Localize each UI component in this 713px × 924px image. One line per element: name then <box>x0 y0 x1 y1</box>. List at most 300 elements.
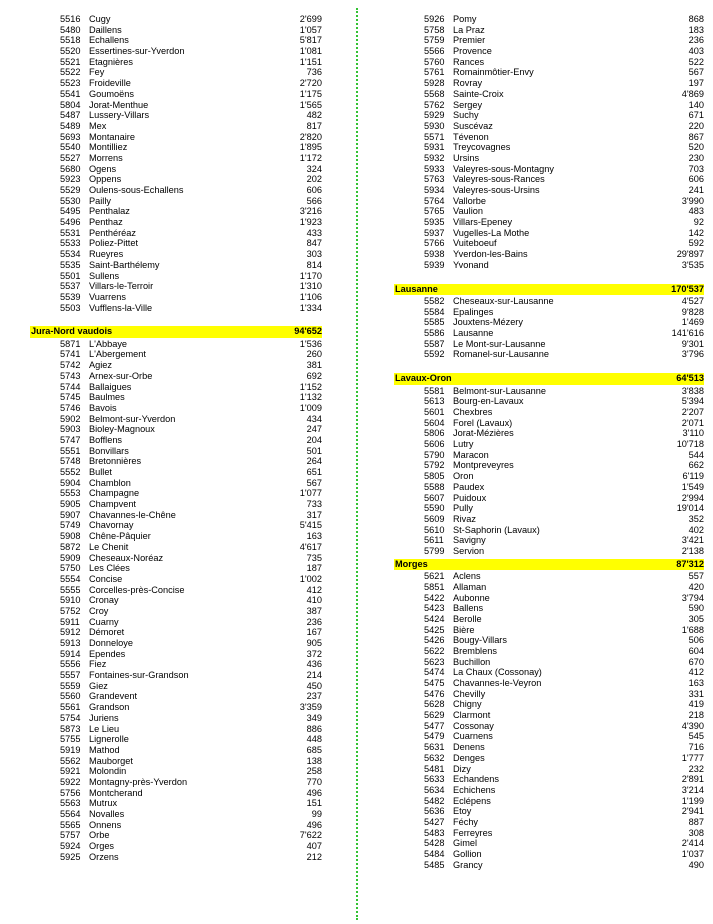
commune-name: L'Abergement <box>89 349 146 360</box>
commune-number: 5571 <box>424 131 445 142</box>
commune-row <box>394 418 704 429</box>
commune-number: 5561 <box>60 702 81 713</box>
commune-number: 5622 <box>424 645 445 656</box>
commune-population: 482 <box>306 110 322 121</box>
commune-row <box>394 525 704 536</box>
commune-name: Champagne <box>89 488 140 499</box>
commune-name: Le Chenit <box>89 541 129 552</box>
commune-row <box>394 164 704 175</box>
commune-name: Grancy <box>453 859 483 870</box>
commune-name: Agiez <box>89 360 112 371</box>
commune-row <box>394 764 704 775</box>
district-header <box>394 284 704 296</box>
commune-population: 662 <box>688 460 704 471</box>
commune-number: 5540 <box>60 142 81 153</box>
commune-name: Vallorbe <box>453 195 487 206</box>
commune-number: 5932 <box>424 152 445 163</box>
commune-population: 692 <box>306 370 322 381</box>
commune-name: Rivaz <box>453 513 476 524</box>
commune-number: 5743 <box>60 370 81 381</box>
commune-population: 349 <box>306 712 322 723</box>
commune-number: 5742 <box>60 360 81 371</box>
commune-number: 5758 <box>424 24 445 35</box>
commune-name: Rances <box>453 56 485 67</box>
commune-row <box>30 627 322 638</box>
commune-row <box>394 46 704 57</box>
commune-name: Echandens <box>453 774 499 785</box>
commune-name: Chêne-Pâquier <box>89 531 151 542</box>
commune-name: Valeyres-sous-Montagny <box>453 163 554 174</box>
commune-name: Aubonne <box>453 592 490 603</box>
commune-name: Pomy <box>453 14 477 24</box>
commune-population: 236 <box>306 616 322 627</box>
commune-population: 434 <box>306 413 322 424</box>
commune-row <box>30 392 322 403</box>
section-spacer <box>30 313 322 324</box>
commune-number: 5601 <box>424 407 445 417</box>
commune-name: Bonvillars <box>89 445 129 456</box>
district-population: 64'513 <box>676 373 704 384</box>
commune-population: 183 <box>688 24 704 35</box>
commune-population: 163 <box>306 531 322 542</box>
commune-number: 5923 <box>60 174 81 185</box>
commune-number: 5636 <box>424 806 445 817</box>
commune-row <box>30 756 322 767</box>
commune-number: 5588 <box>424 481 445 492</box>
commune-name: Grandson <box>89 702 130 713</box>
commune-population: 3'990 <box>681 195 704 206</box>
commune-population: 496 <box>306 819 322 830</box>
commune-number: 5483 <box>424 827 445 838</box>
commune-number: 5534 <box>60 249 81 260</box>
commune-population: 2'699 <box>299 14 322 24</box>
commune-row <box>30 100 322 111</box>
commune-name: Ependes <box>89 648 126 659</box>
commune-population: 142 <box>688 227 704 238</box>
commune-row <box>394 699 704 710</box>
commune-row <box>394 249 704 260</box>
commune-number: 5747 <box>60 434 81 445</box>
commune-number: 5479 <box>424 731 445 742</box>
commune-name: Provence <box>453 46 492 57</box>
commune-name: Aclens <box>453 571 481 582</box>
commune-number: 5482 <box>424 795 445 806</box>
commune-row <box>394 860 704 871</box>
commune-population: 2'820 <box>299 131 322 142</box>
commune-number: 5939 <box>424 259 445 270</box>
commune-name: Bière <box>453 624 475 635</box>
section-spacer <box>394 271 704 282</box>
commune-name: Ogens <box>89 163 117 174</box>
commune-row <box>30 292 322 303</box>
commune-number: 5581 <box>424 385 445 396</box>
commune-number: 5919 <box>60 744 81 755</box>
commune-number: 5487 <box>60 110 81 121</box>
commune-name: Ballaigues <box>89 381 132 392</box>
commune-number: 5554 <box>60 573 81 584</box>
commune-row <box>30 228 322 239</box>
commune-population: 592 <box>688 238 704 249</box>
commune-number: 5480 <box>60 24 81 35</box>
commune-number: 5760 <box>424 56 445 67</box>
commune-population: 557 <box>688 571 704 582</box>
commune-number: 5903 <box>60 424 81 435</box>
commune-row <box>30 142 322 153</box>
commune-name: Belmont-sur-Yverdon <box>89 413 176 424</box>
commune-population: 1'565 <box>299 99 322 110</box>
commune-row <box>30 734 322 745</box>
commune-number: 5489 <box>60 120 81 131</box>
commune-name: Gimel <box>453 838 477 849</box>
commune-row <box>394 482 704 493</box>
commune-row <box>30 25 322 36</box>
commune-population: 308 <box>688 827 704 838</box>
commune-name: Jorat-Menthue <box>89 99 149 110</box>
commune-name: Suchy <box>453 110 479 121</box>
commune-population: 651 <box>306 467 322 477</box>
commune-number: 5563 <box>60 798 81 809</box>
commune-number: 5907 <box>60 509 81 520</box>
commune-row <box>394 110 704 121</box>
commune-number: 5746 <box>60 402 81 413</box>
commune-population: 483 <box>688 206 704 217</box>
commune-number: 5928 <box>424 78 445 89</box>
commune-row <box>394 57 704 68</box>
commune-number: 5535 <box>60 259 81 270</box>
commune-name: Jouxtens-Mézery <box>453 317 523 328</box>
commune-number: 5929 <box>424 110 445 121</box>
commune-population: 501 <box>306 445 322 456</box>
commune-name: Onnens <box>89 819 122 830</box>
commune-row <box>394 689 704 700</box>
commune-name: Saint-Barthélemy <box>89 259 160 270</box>
commune-name: Cuarny <box>89 616 119 627</box>
commune-row <box>30 467 322 478</box>
commune-name: Poliez-Pittet <box>89 238 139 249</box>
commune-population: 9'301 <box>681 338 704 349</box>
commune-number: 5553 <box>60 488 81 499</box>
commune-number: 5924 <box>60 841 81 852</box>
commune-row <box>30 681 322 692</box>
commune-population: 590 <box>688 603 704 614</box>
commune-number: 5741 <box>60 349 81 360</box>
commune-number: 5533 <box>60 238 81 249</box>
commune-number: 5872 <box>60 541 81 552</box>
commune-row <box>30 820 322 831</box>
commune-name: Maracon <box>453 449 489 460</box>
commune-name: Sullens <box>89 270 120 281</box>
commune-number: 5790 <box>424 449 445 460</box>
commune-population: 496 <box>306 787 322 798</box>
commune-name: Lausanne <box>453 328 494 339</box>
commune-name: Orbe <box>89 830 110 841</box>
commune-population: 2'207 <box>681 407 704 417</box>
commune-population: 1'310 <box>299 281 322 292</box>
commune-name: Sainte-Croix <box>453 88 504 99</box>
commune-number: 5501 <box>60 270 81 281</box>
commune-population: 202 <box>306 174 322 185</box>
commune-number: 5566 <box>424 46 445 57</box>
commune-population: 187 <box>306 563 322 574</box>
commune-row <box>394 14 704 25</box>
commune-name: Belmont-sur-Lausanne <box>453 385 546 396</box>
commune-number: 5914 <box>60 648 81 659</box>
commune-number: 5938 <box>424 249 445 260</box>
commune-population: 814 <box>306 259 322 270</box>
commune-number: 5766 <box>424 238 445 249</box>
commune-row <box>394 828 704 839</box>
commune-population: 3'794 <box>681 592 704 603</box>
commune-population: 410 <box>306 595 322 606</box>
commune-number: 5424 <box>424 613 445 624</box>
commune-number: 5680 <box>60 163 81 174</box>
commune-row <box>30 424 322 435</box>
commune-row <box>30 153 322 164</box>
commune-row <box>394 503 704 514</box>
commune-population: 671 <box>688 110 704 121</box>
commune-row <box>394 796 704 807</box>
commune-row <box>394 238 704 249</box>
commune-population: 141'616 <box>671 328 704 339</box>
commune-name: Cuarnens <box>453 731 493 742</box>
commune-row <box>30 339 322 350</box>
commune-number: 5752 <box>60 605 81 616</box>
commune-row <box>30 349 322 360</box>
commune-name: Chavannes-le-Veyron <box>453 678 542 688</box>
commune-name: Denges <box>453 752 485 763</box>
commune-row <box>394 206 704 217</box>
commune-number: 5925 <box>60 851 81 862</box>
commune-row <box>394 217 704 228</box>
commune-row <box>30 435 322 446</box>
commune-row <box>394 667 704 678</box>
commune-population: 604 <box>688 645 704 656</box>
district-population: 87'312 <box>676 558 704 569</box>
commune-number: 5559 <box>60 680 81 691</box>
commune-population: 230 <box>688 152 704 163</box>
commune-name: Treycovagnes <box>453 142 511 153</box>
commune-name: Vuiteboeuf <box>453 238 497 249</box>
commune-number: 5562 <box>60 755 81 766</box>
commune-row <box>30 841 322 852</box>
commune-name: Orges <box>89 841 115 852</box>
commune-name: Eclépens <box>453 795 491 806</box>
commune-population: 3'421 <box>681 535 704 546</box>
commune-row <box>30 414 322 425</box>
commune-row <box>394 838 704 849</box>
commune-row <box>394 185 704 196</box>
commune-population: 412 <box>688 667 704 678</box>
commune-row <box>394 328 704 339</box>
commune-row <box>394 493 704 504</box>
commune-name: Buchillon <box>453 656 491 667</box>
commune-name: Cugy <box>89 14 111 24</box>
commune-number: 5555 <box>60 584 81 595</box>
commune-row <box>30 403 322 414</box>
commune-number: 5481 <box>424 763 445 774</box>
commune-population: 867 <box>688 131 704 142</box>
commune-number: 5426 <box>424 635 445 646</box>
commune-name: Berolle <box>453 613 482 624</box>
commune-number: 5582 <box>424 296 445 306</box>
commune-name: Montagny-près-Yverdon <box>89 776 188 787</box>
commune-number: 5518 <box>60 35 81 46</box>
commune-name: Puidoux <box>453 492 487 503</box>
commune-row <box>30 830 322 841</box>
commune-row <box>30 478 322 489</box>
commune-name: Sergey <box>453 99 483 110</box>
commune-name: Morrens <box>89 152 123 163</box>
commune-row <box>30 777 322 788</box>
commune-name: Lignerolle <box>89 734 129 745</box>
commune-row <box>394 132 704 143</box>
commune-row <box>30 217 322 228</box>
commune-name: Oppens <box>89 174 122 185</box>
commune-number: 5937 <box>424 227 445 238</box>
commune-row <box>394 710 704 721</box>
commune-name: Novalles <box>89 809 125 819</box>
commune-row <box>394 849 704 860</box>
commune-row <box>30 132 322 143</box>
commune-population: 3'535 <box>681 259 704 270</box>
commune-row <box>30 510 322 521</box>
commune-row <box>30 121 322 132</box>
commune-row <box>394 514 704 525</box>
commune-name: Ferreyres <box>453 827 493 838</box>
commune-number: 5628 <box>424 699 445 710</box>
commune-population: 140 <box>688 99 704 110</box>
commune-name: Pailly <box>89 195 111 206</box>
commune-row <box>30 713 322 724</box>
commune-row <box>30 164 322 175</box>
commune-population: 886 <box>306 723 322 734</box>
commune-population: 5'415 <box>299 520 322 531</box>
commune-population: 520 <box>688 142 704 153</box>
commune-number: 5754 <box>60 712 81 723</box>
commune-population: 1'151 <box>299 56 322 67</box>
commune-population: 817 <box>306 120 322 131</box>
commune-population: 1'469 <box>681 317 704 328</box>
commune-population: 1'334 <box>299 302 322 313</box>
commune-population: 506 <box>688 635 704 646</box>
commune-row <box>394 806 704 817</box>
commune-row <box>394 100 704 111</box>
commune-number: 5761 <box>424 67 445 78</box>
commune-name: Fontaines-sur-Grandson <box>89 670 189 681</box>
commune-population: 847 <box>306 238 322 249</box>
commune-number: 5756 <box>60 787 81 798</box>
commune-population: 241 <box>688 185 704 195</box>
commune-name: Concise <box>89 573 123 584</box>
commune-population: 232 <box>688 763 704 774</box>
commune-name: Oron <box>453 471 474 482</box>
commune-population: 2'941 <box>681 806 704 817</box>
commune-number: 5609 <box>424 513 445 524</box>
commune-name: Fiez <box>89 659 107 670</box>
commune-row <box>30 542 322 553</box>
commune-name: Corcelles-près-Concise <box>89 584 185 595</box>
commune-name: Champvent <box>89 499 136 510</box>
commune-number: 5610 <box>424 524 445 535</box>
commune-population: 544 <box>688 449 704 460</box>
commune-population: 1'106 <box>299 291 322 302</box>
commune-number: 5604 <box>424 417 445 428</box>
commune-row <box>30 174 322 185</box>
commune-number: 5632 <box>424 752 445 763</box>
commune-number: 5871 <box>60 338 81 349</box>
commune-name: Chavannes-le-Chêne <box>89 509 176 520</box>
commune-number: 5422 <box>424 592 445 603</box>
commune-name: Bourg-en-Lavaux <box>453 396 524 407</box>
commune-number: 5522 <box>60 67 81 78</box>
commune-row <box>30 360 322 371</box>
commune-number: 5748 <box>60 456 81 467</box>
commune-row <box>30 185 322 196</box>
commune-name: Froideville <box>89 78 131 89</box>
district-header <box>394 559 704 571</box>
commune-row <box>30 574 322 585</box>
commune-population: 260 <box>306 349 322 360</box>
commune-population: 4'869 <box>681 88 704 99</box>
commune-number: 5744 <box>60 381 81 392</box>
district-population: 170'537 <box>671 283 704 294</box>
commune-name: Clarmont <box>453 710 491 721</box>
commune-population: 151 <box>306 798 322 809</box>
commune-row <box>394 349 704 360</box>
commune-name: La Chaux (Cossonay) <box>453 667 542 678</box>
commune-row <box>30 206 322 217</box>
commune-population: 1'077 <box>299 488 322 499</box>
commune-population: 1'199 <box>681 795 704 806</box>
commune-number: 5633 <box>424 774 445 785</box>
commune-number: 5926 <box>424 14 445 24</box>
commune-number: 5592 <box>424 349 445 360</box>
commune-row <box>394 535 704 546</box>
commune-row <box>30 57 322 68</box>
commune-row <box>30 14 322 25</box>
commune-population: 138 <box>306 755 322 766</box>
commune-number: 5634 <box>424 784 445 795</box>
commune-population: 412 <box>306 584 322 595</box>
commune-name: Ursins <box>453 152 480 163</box>
commune-population: 606 <box>306 185 322 195</box>
commune-population: 4'617 <box>299 541 322 552</box>
commune-population: 264 <box>306 456 322 467</box>
commune-row <box>394 742 704 753</box>
commune-number: 5745 <box>60 392 81 403</box>
commune-row <box>394 174 704 185</box>
commune-number: 5425 <box>424 624 445 635</box>
commune-name: Bofflens <box>89 434 123 445</box>
commune-population: 237 <box>306 691 322 702</box>
commune-name: Mathod <box>89 744 120 755</box>
commune-row <box>394 817 704 828</box>
commune-row <box>394 614 704 625</box>
commune-name: Bougy-Villars <box>453 635 507 646</box>
commune-number: 5764 <box>424 195 445 206</box>
commune-number: 5516 <box>60 14 81 24</box>
commune-population: 1'923 <box>299 217 322 228</box>
commune-population: 6'119 <box>682 471 704 482</box>
commune-row <box>30 371 322 382</box>
commune-row <box>394 471 704 482</box>
commune-number: 5931 <box>424 142 445 153</box>
commune-name: Donneloye <box>89 638 133 648</box>
commune-row <box>30 852 322 863</box>
commune-number: 5911 <box>60 616 80 627</box>
commune-population: 407 <box>306 841 322 852</box>
commune-number: 5531 <box>60 227 81 238</box>
